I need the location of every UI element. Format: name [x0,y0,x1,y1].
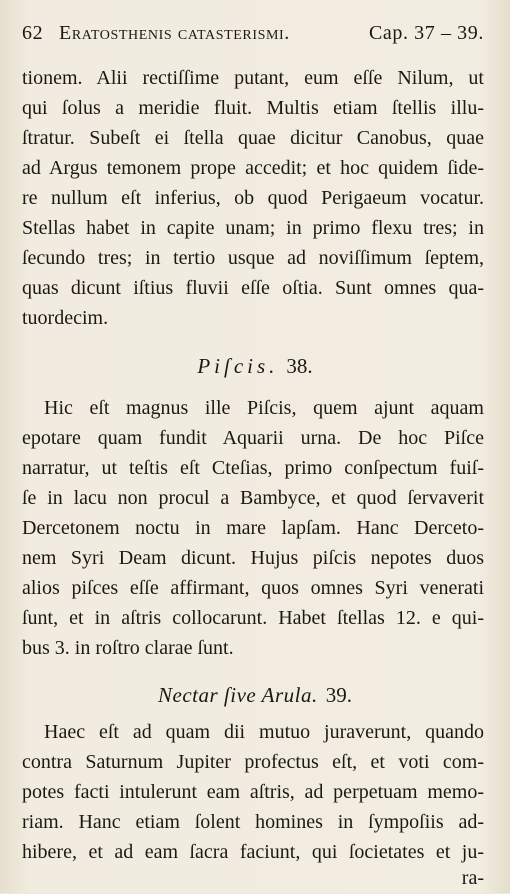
text-line: ſunt, et in aſtris collocarunt. Habet ſtellas 12. e qui- [22,607,484,629]
text-line: ſe in lacu non procul a Bambyce, et quod ſervaverit [22,487,484,509]
text-line: ſtratur. Subeſt ei ſtella quae dicitur Canobus, quae [22,127,484,149]
text-line: bus 3. in roſtro clarae ſunt. [22,637,234,659]
text-line: hibere, et ad eam ſacra faciunt, qui ſocietates et ju- [22,841,484,863]
text-line: Dercetonem noctu in mare lapſam. Hanc Derceto- [22,517,484,539]
text-line: nem Syri Deam dicunt. Hujus piſcis nepotes duos [22,547,484,569]
section-heading-nectar [0,683,510,708]
text-line: contra Saturnum Jupiter profectus eſt, et voti com- [22,751,484,773]
page-number: 62 [22,22,44,44]
text-line: potes facti intulerunt eam aſtris, ad perpetuam memo- [22,781,484,803]
catchword: ra- [461,867,484,889]
text-line: epotare quam fundit Aquarii urna. De hoc Piſce [22,427,484,449]
text-line: Hic eſt magnus ille Piſcis, quem ajunt aquam [44,397,484,419]
heading-number: 38. [286,354,313,378]
text-line: narratur, ut teſtis eſt Cteſias, primo conſpectum fuiſ- [22,457,484,479]
text-line: alios piſces eſſe affirmant, quos omnes Syri venerati [22,577,484,599]
heading-title: Nectar ſive Arula. [158,683,318,707]
text-line: tionem. Alii rectiſſime putant, eum eſſe Nilum, ut [22,67,484,89]
text-line: Stellas habet in capite unam; in primo flexu tres; in [22,217,484,239]
section-heading-piscis [0,354,510,379]
text-line: Haec eſt ad quam dii mutuo juraverunt, quando [44,721,484,743]
running-head [22,22,484,50]
heading-title: Piſcis. [197,354,279,378]
text-line: quas dicunt iſtius fluvii eſſe oſtia. Sunt omnes qua- [22,277,484,299]
heading-number: 39. [325,683,352,707]
text-line: ad Argus temonem prope accedit; et hoc quidem ſide- [22,157,484,179]
text-line: riam. Hanc etiam ſolent homines in ſympoſiis ad- [22,811,484,833]
running-title: Eratosthenis catasterismi. [59,22,290,44]
text-line: qui ſolus a meridie fluit. Multis etiam ſtellis illu- [22,97,484,119]
chapter-range: Cap. 37 – 39. [368,22,484,44]
text-line: ſecundo tres; in tertio usque ad noviſſimum ſeptem, [22,247,484,269]
text-line: re nullum eſt inferius, ob quod Perigaeum vocatur. [22,187,484,209]
text-line: tuordecim. [22,307,109,329]
